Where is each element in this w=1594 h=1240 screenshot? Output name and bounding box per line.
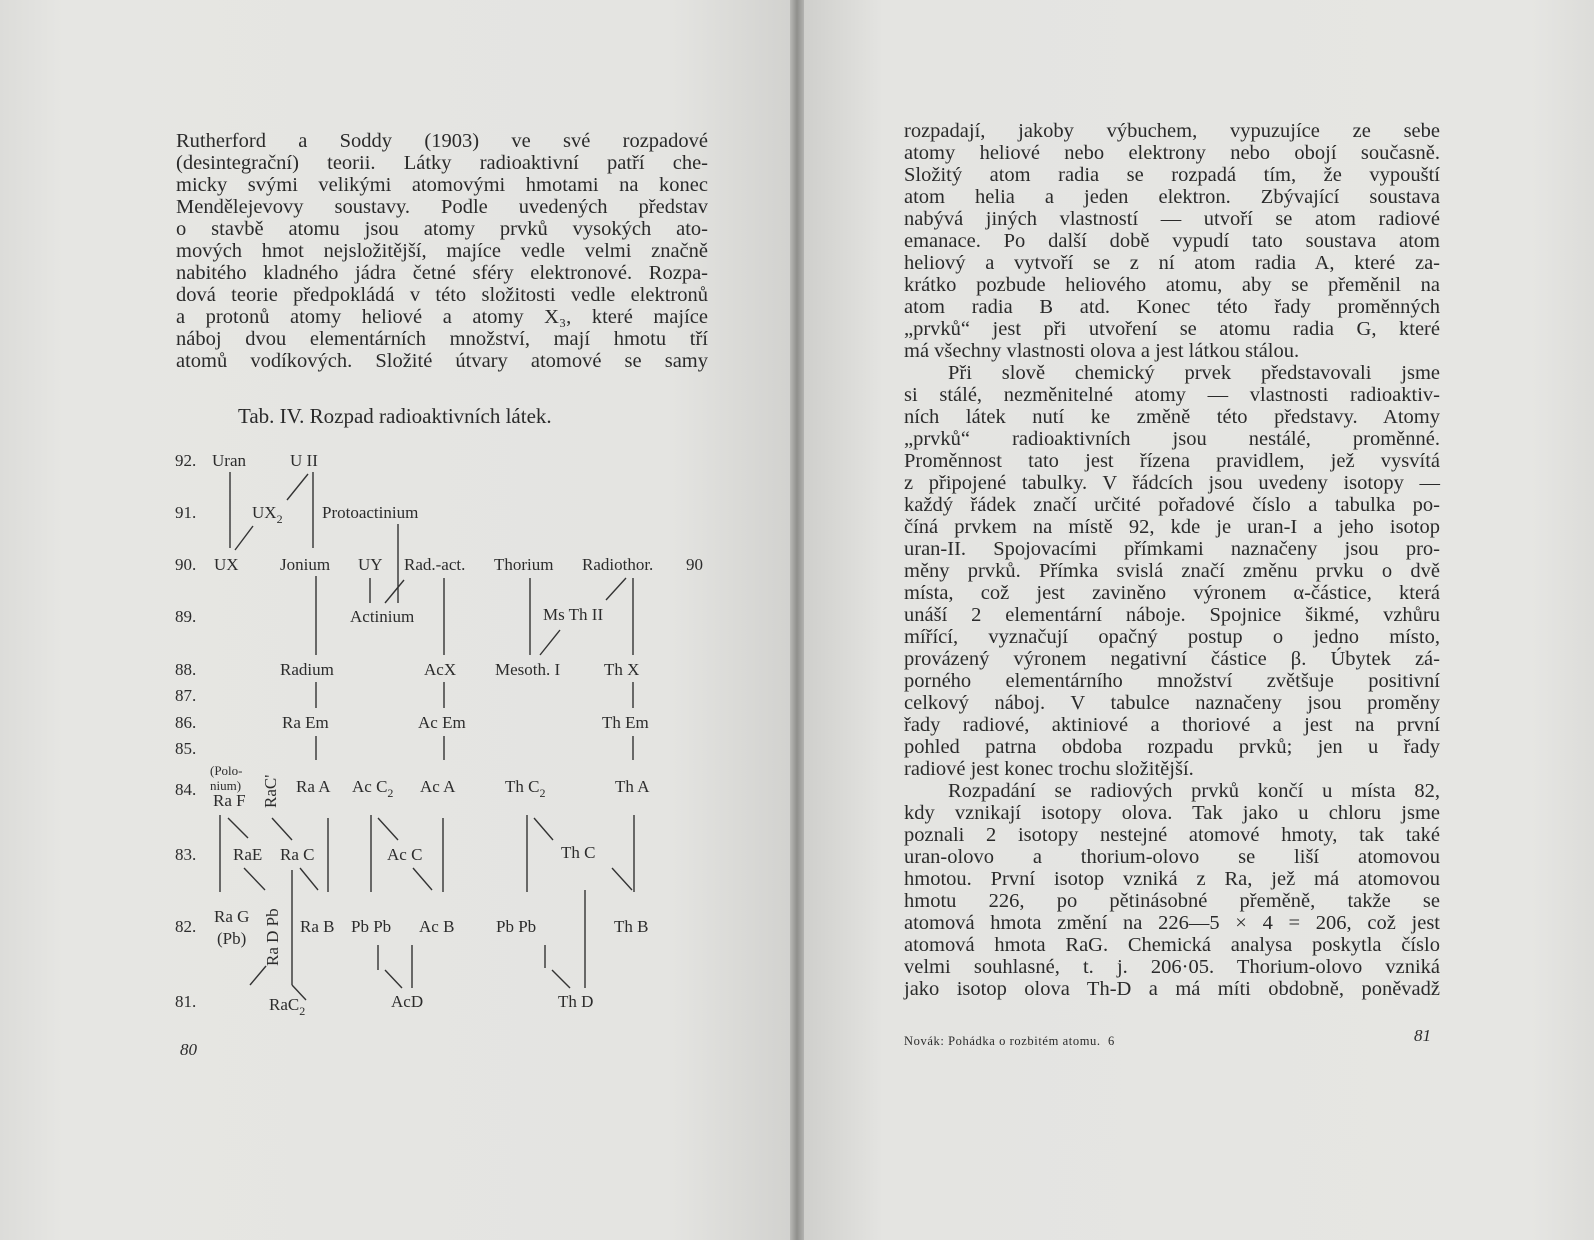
jonium-label: Jonium (280, 555, 331, 574)
text-line: Rozpadání se radiových prvků končí u místa 82, (948, 780, 1440, 802)
rac2-label: RaC$_2$ (269, 995, 306, 1018)
text-line: atomová hmota změní na 226—5 × 4 = 206, což jest (904, 912, 1440, 934)
text-line: (desintegrační) teorii. Látky radioaktivní patří che- (176, 152, 708, 174)
text-line: ních látek nutí ke změně této představy. Atomy (904, 406, 1440, 428)
text-line: Rutherford a Soddy (1903) ve své rozpadové (176, 130, 708, 152)
text-line: jako isotop olova Th-D a má míti obdobně, poněvadž (904, 978, 1440, 1000)
page-number-left: 80 (180, 1040, 197, 1059)
row-number: 91. (175, 503, 197, 522)
text-line: „prvků“ jest při utvoření se atomu radia G, které (904, 318, 1440, 340)
rae-label: RaE (233, 845, 263, 864)
acd-label: AcD (391, 992, 424, 1011)
row-number: 90. (175, 555, 197, 574)
polonium-label-1: (Polo- (210, 763, 243, 778)
thc2-label: Th $C_2$ (505, 777, 546, 800)
text-line: si stálé, nezměnitelné atomy — vlastnosti radioaktiv- (904, 384, 1440, 406)
acx-label: AcX (424, 660, 457, 679)
text-line: dová teorie předpokládá v této složitosti vedle elektronů (176, 284, 708, 306)
text-line: z připojené tabulky. V řádcích jsou uvedeny isotopy — (904, 472, 1440, 494)
raf-label: Ra F (213, 791, 246, 810)
text-line: hmotu 226, po pětinásobné přeměně, takže se (904, 890, 1440, 912)
text-line: celkový náboj. V tabulce naznačeny jsou proměny (904, 692, 1440, 714)
connector-line (606, 578, 626, 600)
text-line: náboj dvou elementárních množství, mají hmotu tří (176, 328, 708, 350)
protoactinium-label: Protoactinium (322, 503, 419, 522)
them-label: Th Em (602, 713, 649, 732)
connector-line (385, 970, 402, 988)
uy-label: UY (358, 555, 383, 574)
connector-line (413, 868, 432, 890)
u2-label: U II (290, 451, 318, 470)
row-number: 81. (175, 992, 197, 1011)
page-number-right: 81 (1414, 1026, 1431, 1045)
printer-signature: Novák: Pohádka o rozbitém atomu. 6 (904, 1034, 1115, 1048)
rac-prime-label: RaC' (261, 774, 280, 808)
text-line: uran-II. Spojovacími přímkami naznačeny jsou pro- (904, 538, 1440, 560)
text-line: Složitý atom radia se rozpadá tím, že vypouští (904, 164, 1440, 186)
text-line: atomová hmota RaG. Chemická analysa poskytla číslo (904, 934, 1440, 956)
aca-label: Ac A (420, 777, 456, 796)
row-number: 85. (175, 739, 197, 758)
tha-label: Th A (615, 777, 650, 796)
text-line: pohled patrna obdoba rozpadu prvků; jen u řady (904, 736, 1440, 758)
text-line: každý řádek značí určité pořadové číslo a tabulka po- (904, 494, 1440, 516)
row-number: 86. (175, 713, 197, 732)
text-line: rozpadají, jakoby výbuchem, vypuzujíce ze sebe (904, 120, 1440, 142)
pbpb-label: Pb Pb (351, 917, 392, 936)
thorium-label: Thorium (494, 555, 554, 574)
connector-line (228, 818, 248, 838)
connector-line (250, 966, 266, 985)
actinium-label: Actinium (350, 607, 415, 626)
connector-line (552, 970, 570, 988)
raem-label: Ra Em (282, 713, 329, 732)
text-line: radiové jest konec trochu složitější. (904, 758, 1194, 780)
text-line: a protonů atomy heliové a atomy X₃, které majíce (176, 306, 708, 328)
acc-label: Ac C (387, 845, 423, 864)
rab-label: Ra B (300, 917, 335, 936)
text-line: heliový a vytvoří se z ní atom radia A, které za- (904, 252, 1440, 274)
text-line: atomy heliové nebo elektrony nebo obojí současně. (904, 142, 1440, 164)
text-line: micky svými velikými atomovými hmotami na konec (176, 174, 708, 196)
connector-line (612, 868, 632, 890)
rad-pb-label: Ra D Pb (263, 908, 282, 966)
connector-line (300, 868, 318, 890)
radium-label: Radium (280, 660, 334, 679)
thb-label: Th B (614, 917, 649, 936)
rag-label: Ra G (214, 907, 250, 926)
book-gutter (790, 0, 804, 1240)
row-number: 87. (175, 686, 197, 705)
text-line: porného elementárního množství zvětšuje positivní (904, 670, 1440, 692)
connector-line (287, 474, 308, 500)
acb-label: Ac B (419, 917, 455, 936)
text-line: atom helia a jeden elektron. Zbývající soustava (904, 186, 1440, 208)
text-line: řady radiové, aktiniové a thoriové a jest na první (904, 714, 1440, 736)
text-line: unáší 2 elementární náboje. Spojnice šikmé, vzhůru (904, 604, 1440, 626)
text-line: provázený výronem negativní částice β. Úbytek zá- (904, 648, 1440, 670)
decay-table-diagram (0, 0, 790, 1060)
text-line: nabývá jiných vlastností — utvoří se atom radiové (904, 208, 1440, 230)
thc-label: Th C (561, 843, 596, 862)
connector-line (235, 526, 253, 550)
thx-label: Th X (604, 660, 640, 679)
text-line: Mendělejevovy soustavy. Podle uvedených představ (176, 196, 708, 218)
thd-label: Th D (558, 992, 594, 1011)
ux2-label: $UX_2$ (252, 503, 283, 526)
row-number: 92. (175, 451, 197, 470)
row-number-right: 90 (686, 555, 703, 574)
acem-label: Ac Em (418, 713, 466, 732)
text-line: poznali 2 isotopy nestejné atomové hmoty, tak také (904, 824, 1440, 846)
text-line: emanace. Po další době vypudí tato soustava atom (904, 230, 1440, 252)
connector-line (540, 630, 560, 655)
row-number: 89. (175, 607, 197, 626)
text-line: mových hmot nejsložitější, majíce vedle velmi značně (176, 240, 708, 262)
pb-paren-label: (Pb) (217, 929, 247, 948)
text-line: mířící, vyznačují opačný postup o jedno místo, (904, 626, 1440, 648)
text-line: velmi souhlasné, t. j. 206·05. Thorium-olovo vzniká (904, 956, 1440, 978)
text-line: hmotou. První isotop vzniká z Ra, jež má atomovou (904, 868, 1440, 890)
text-line: kdy vznikají isotopy olova. Tak jako u chloru jsme (904, 802, 1440, 824)
text-line: Při slově chemický prvek představovali jsme (948, 362, 1440, 384)
text-line: o stavbě atomu jsou atomy prvků vysokých ato- (176, 218, 708, 240)
right-text (904, 120, 1440, 1000)
text-line: krátko pozbude heliového atomu, aby se přeměnil na (904, 274, 1440, 296)
raa-label: Ra A (296, 777, 331, 796)
text-line: Proměnnost tato jest řízena pravidlem, jež vysvítá (904, 450, 1440, 472)
row-number: 83. (175, 845, 197, 864)
connector-line (534, 818, 553, 840)
row-number: 84. (175, 780, 197, 799)
row-number: 88. (175, 660, 197, 679)
table-caption: Tab. IV. Rozpad radioaktivních látek. (238, 404, 552, 428)
text-line: atomů vodíkových. Složité útvary atomové se samy (176, 350, 708, 372)
text-line: nabitého kladného jádra četné sféry elektronové. Rozpa- (176, 262, 708, 284)
pbpb-label-2: Pb Pb (496, 917, 537, 936)
text-line: atom radia B atd. Konec této řady proměnných (904, 296, 1440, 318)
text-line: místa, což jest zaviněno výronem α-částice, která (904, 582, 1440, 604)
ux-label: UX (214, 555, 239, 574)
connector-line (244, 868, 265, 890)
uran-label: Uran (212, 451, 246, 470)
polonium-label-2: nium) (210, 778, 242, 793)
text-line: měny prvků. Přímka svislá značí změnu prvku o dvě (904, 560, 1440, 582)
acc2-label: Ac $C_2$ (352, 777, 394, 800)
mesoth1-label: Mesoth. I (495, 660, 561, 679)
connector-line (378, 818, 398, 840)
text-line: „prvků“ radioaktivních jsou nestálé, proměnné. (904, 428, 1440, 450)
radiothor-label: Radiothor. (582, 555, 654, 574)
text-line: číná prvkem na místě 92, kde je uran-I a jeho isotop (904, 516, 1440, 538)
msth2-label: Ms Th II (543, 605, 604, 624)
rad-act-label: Rad.-act. (404, 555, 466, 574)
text-line: má všechny vlastnosti olova a jest látkou stálou. (904, 340, 1300, 362)
row-number: 82. (175, 917, 197, 936)
connector-line (272, 818, 292, 840)
rac-label: Ra C (280, 845, 315, 864)
connector-line (385, 580, 404, 603)
text-line: uran-olovo a thorium-olovo se liší atomovou (904, 846, 1440, 868)
